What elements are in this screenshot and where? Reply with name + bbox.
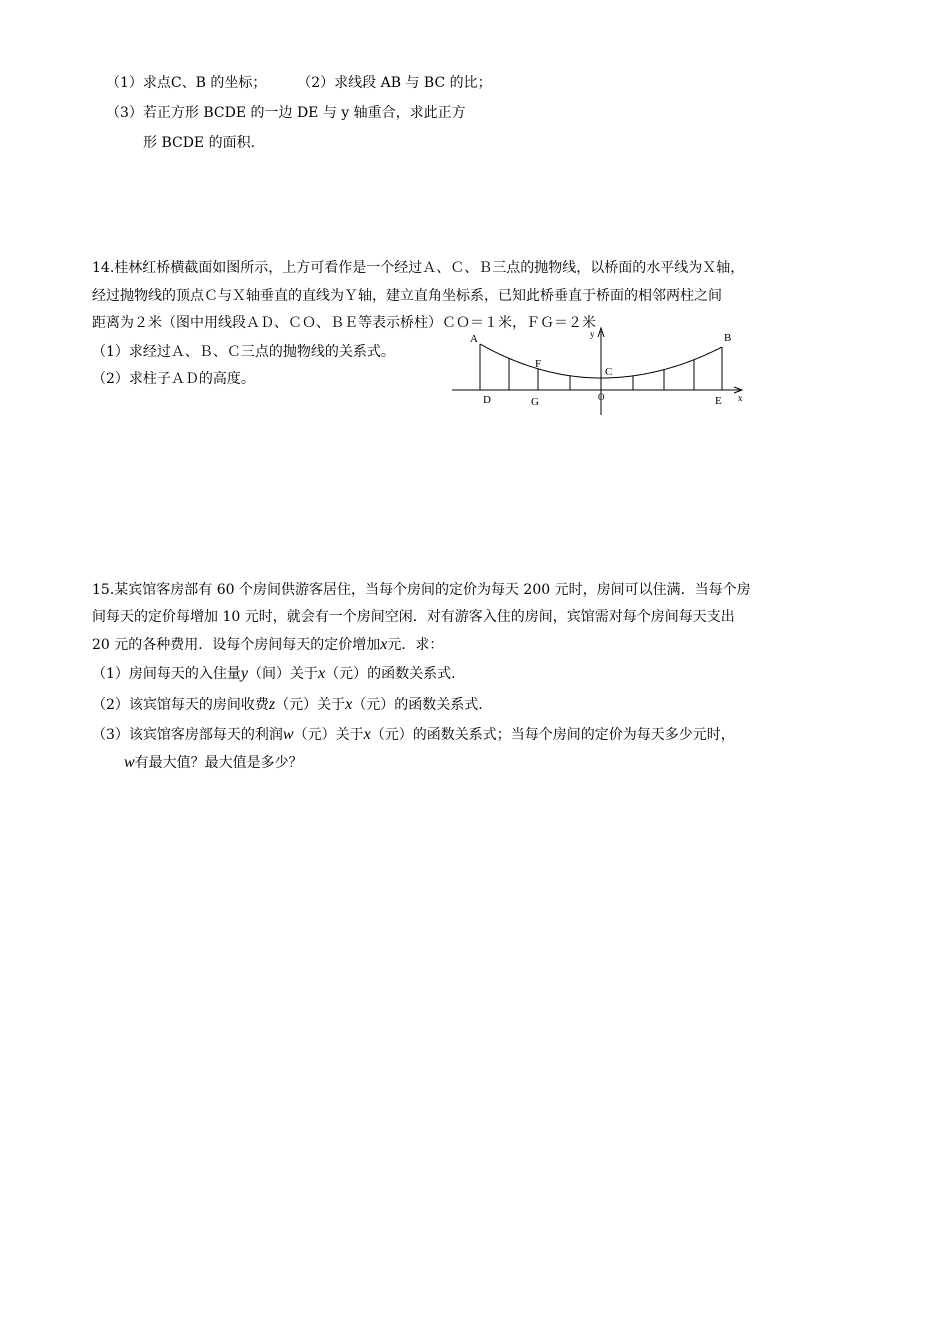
q14-line1: 14.桂林红桥横截面如图所示，上方可看作是一个经过Ａ、Ｃ、Ｂ三点的抛物线，以桥面的水平线为Ｘ轴， [92,260,745,276]
q15-sub2-text: （2）该宾馆每天的房间收费 [92,697,269,713]
label-y: y [590,329,595,339]
q15-sub2-var-x: x [345,696,353,713]
q15-line3-text: 20 元的各种费用．设每个房间每天的定价增加 [92,637,381,653]
q14-sub1: （1）求经过Ａ、Ｂ、Ｃ三点的抛物线的关系式。 [92,344,395,360]
label-f: F [535,358,542,370]
bridge-figure [448,325,758,417]
q13-sub2: （2）求线段 AB 与 BC 的比； [297,75,492,91]
q15-sub1-var-x: x [318,665,326,682]
q15-sub3-var-x: x [363,726,371,743]
label-b: B [724,332,732,344]
q13-sub3: （3）若正方形 BCDE 的一边 DE 与 y 轴重合，求此正方 [106,105,466,121]
label-g: G [531,396,539,408]
q15-line2: 间每天的定价每增加 10 元时，就会有一个房间空闲．对有游客入住的房间，宾馆需对每个房间每天支出 [92,609,735,625]
q15-sub3-mid: （元）关于 [293,727,364,743]
label-a: A [470,333,478,345]
q15-line3 [92,635,443,655]
q15-line3-end: 元．求： [387,637,444,653]
q15-sub3 [92,725,735,745]
q15-sub1-var-y: y [240,665,249,682]
q15-sub3-cont-text: 有最大值？最大值是多少？ [134,755,303,771]
q15-sub2 [92,695,483,715]
q15-sub2-var-z: z [268,696,276,713]
q15-sub1-end: （元）的函数关系式. [325,666,456,682]
q15-sub3-var-w: w [282,726,294,743]
q15-sub3-end: （元）的函数关系式；当每个房间的定价为每天多少元时， [370,727,735,743]
label-d: D [483,394,491,406]
q15-line1: 15.某宾馆客房部有 60 个房间供游客居住，当每个房间的定价为每天 200 元时，房间可以住满．当每个房 [92,582,751,598]
q14-line3: 距离为２米（图中用线段ＡＤ、ＣＯ、ＢＥ等表示桥柱）ＣＯ＝１米，ＦＧ＝２米 [92,315,596,331]
label-x: x [738,393,743,403]
q15-sub3-text: （3）该宾馆客房部每天的利润 [92,727,283,743]
q15-var-x: x [380,636,388,653]
q15-sub3-cont-var-w: w [124,754,135,771]
label-o: O [598,392,605,402]
q14-line2: 经过抛物线的顶点Ｃ与Ｘ轴垂直的直线为Ｙ轴，建立直角坐标系，已知此桥垂直于桥面的相邻两柱之间 [92,288,722,304]
q13-sub1: （1）求点C、B 的坐标； [106,75,267,91]
q13-line1 [106,73,492,93]
label-e: E [715,395,722,407]
label-c: C [605,366,613,378]
q15-sub2-end: （元）的函数关系式. [352,697,483,713]
q13-sub3-cont: 形 BCDE 的面积. [143,135,256,151]
q14-sub2: （2）求柱子ＡＤ的高度。 [92,371,255,387]
q15-sub1-text: （1）房间每天的入住量 [92,666,241,682]
q15-sub1 [92,664,456,684]
q15-sub3-cont [124,753,303,773]
q15-sub2-mid: （元）关于 [275,697,346,713]
q15-sub1-mid: （间）关于 [248,666,319,682]
